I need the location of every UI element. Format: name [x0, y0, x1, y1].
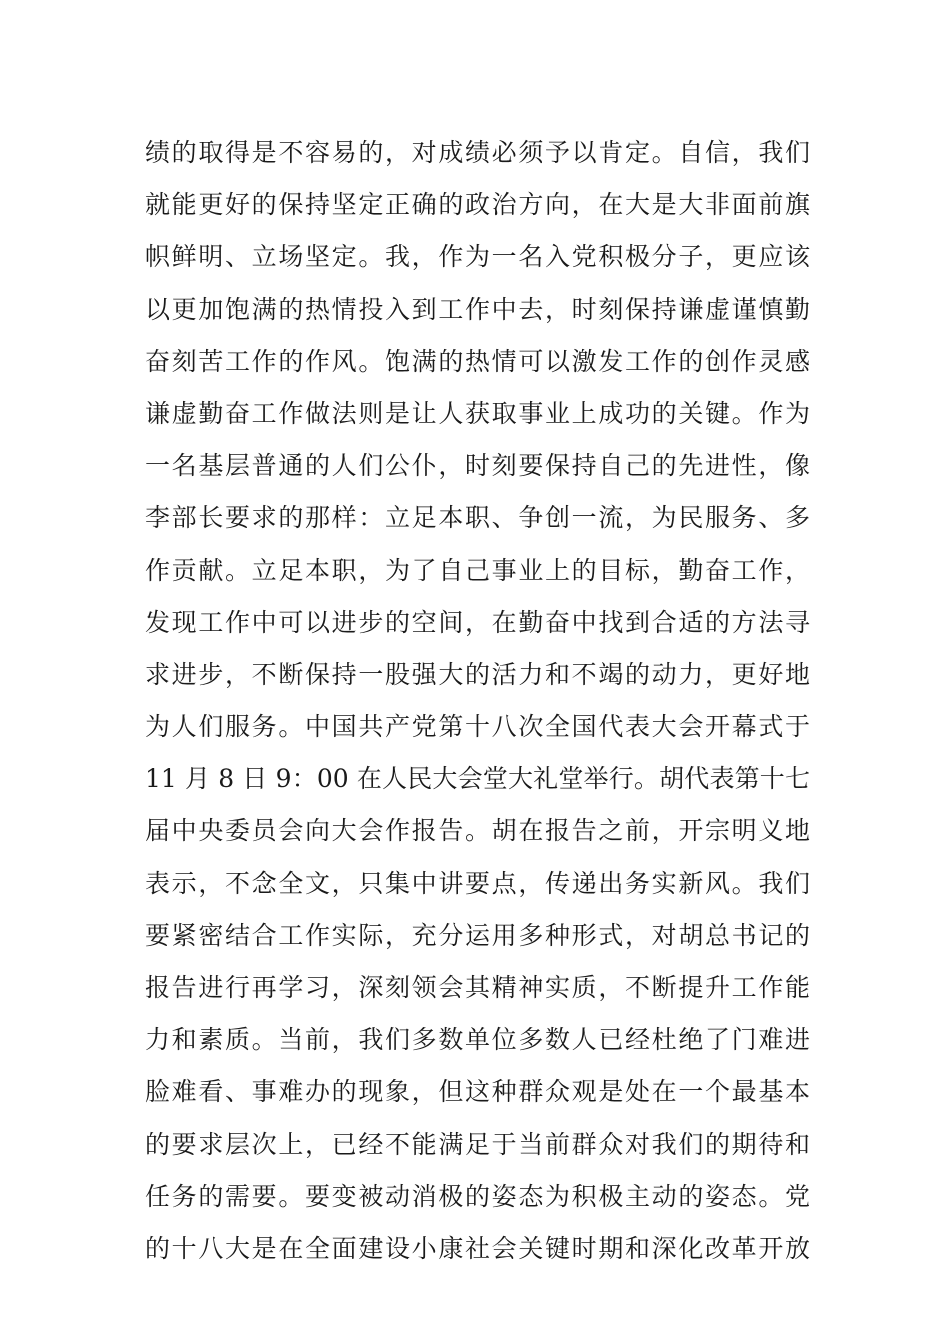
text-line: 帜鲜明、立场坚定。我，作为一名入党积极分子，更应该 — [145, 242, 810, 272]
text-line: 表示，不念全文，只集中讲要点，传递出务实新风。我们 — [145, 868, 810, 898]
text-line: 为人们服务。中国共产党第十八次全国代表大会开幕式于 — [145, 712, 810, 742]
text-line: 届中央委员会向大会作报告。胡在报告之前，开宗明义地 — [145, 816, 810, 846]
text-line: 就能更好的保持坚定正确的政治方向，在大是大非面前旗 — [145, 190, 810, 220]
text-line: 求进步，不断保持一股强大的活力和不竭的动力，更好地 — [145, 659, 810, 689]
text-line: 力和素质。当前，我们多数单位多数人已经杜绝了门难进 — [145, 1025, 810, 1055]
text-line: 报告进行再学习，深刻领会其精神实质，不断提升工作能 — [145, 973, 810, 1002]
text-line: 一名基层普通的人们公仆，时刻要保持自己的先进性，像 — [145, 451, 810, 481]
text-line: 任务的需要。要变被动消极的姿态为积极主动的姿态。党 — [145, 1181, 810, 1211]
text-line: 的十八大是在全面建设小康社会关键时期和深化改革开放 — [145, 1233, 810, 1263]
text-line: 绩的取得是不容易的，对成绩必须予以肯定。自信，我们 — [145, 138, 810, 167]
text-line: 奋刻苦工作的作风。饱满的热情可以激发工作的创作灵感 — [145, 346, 810, 376]
text-line: 的要求层次上，已经不能满足于当前群众对我们的期待和 — [145, 1129, 810, 1159]
text-line: 要紧密结合工作实际，充分运用多种形式，对胡总书记的 — [145, 920, 810, 950]
text-line: 11 月 8 日 9：00 在人民大会堂大礼堂举行。胡代表第十七 — [145, 764, 810, 794]
text-line: 脸难看、事难办的现象，但这种群众观是处在一个最基本 — [145, 1077, 810, 1107]
body-text — [145, 131, 810, 1279]
text-line: 以更加饱满的热情投入到工作中去，时刻保持谦虚谨慎勤 — [145, 294, 810, 324]
text-line: 李部长要求的那样：立足本职、争创一流，为民服务、多 — [145, 503, 810, 533]
text-line: 谦虚勤奋工作做法则是让人获取事业上成功的关键。作为 — [145, 398, 810, 428]
text-line: 发现工作中可以进步的空间，在勤奋中找到合适的方法寻 — [145, 607, 810, 637]
text-line: 作贡献。立足本职，为了自己事业上的目标，勤奋工作， — [145, 555, 810, 585]
